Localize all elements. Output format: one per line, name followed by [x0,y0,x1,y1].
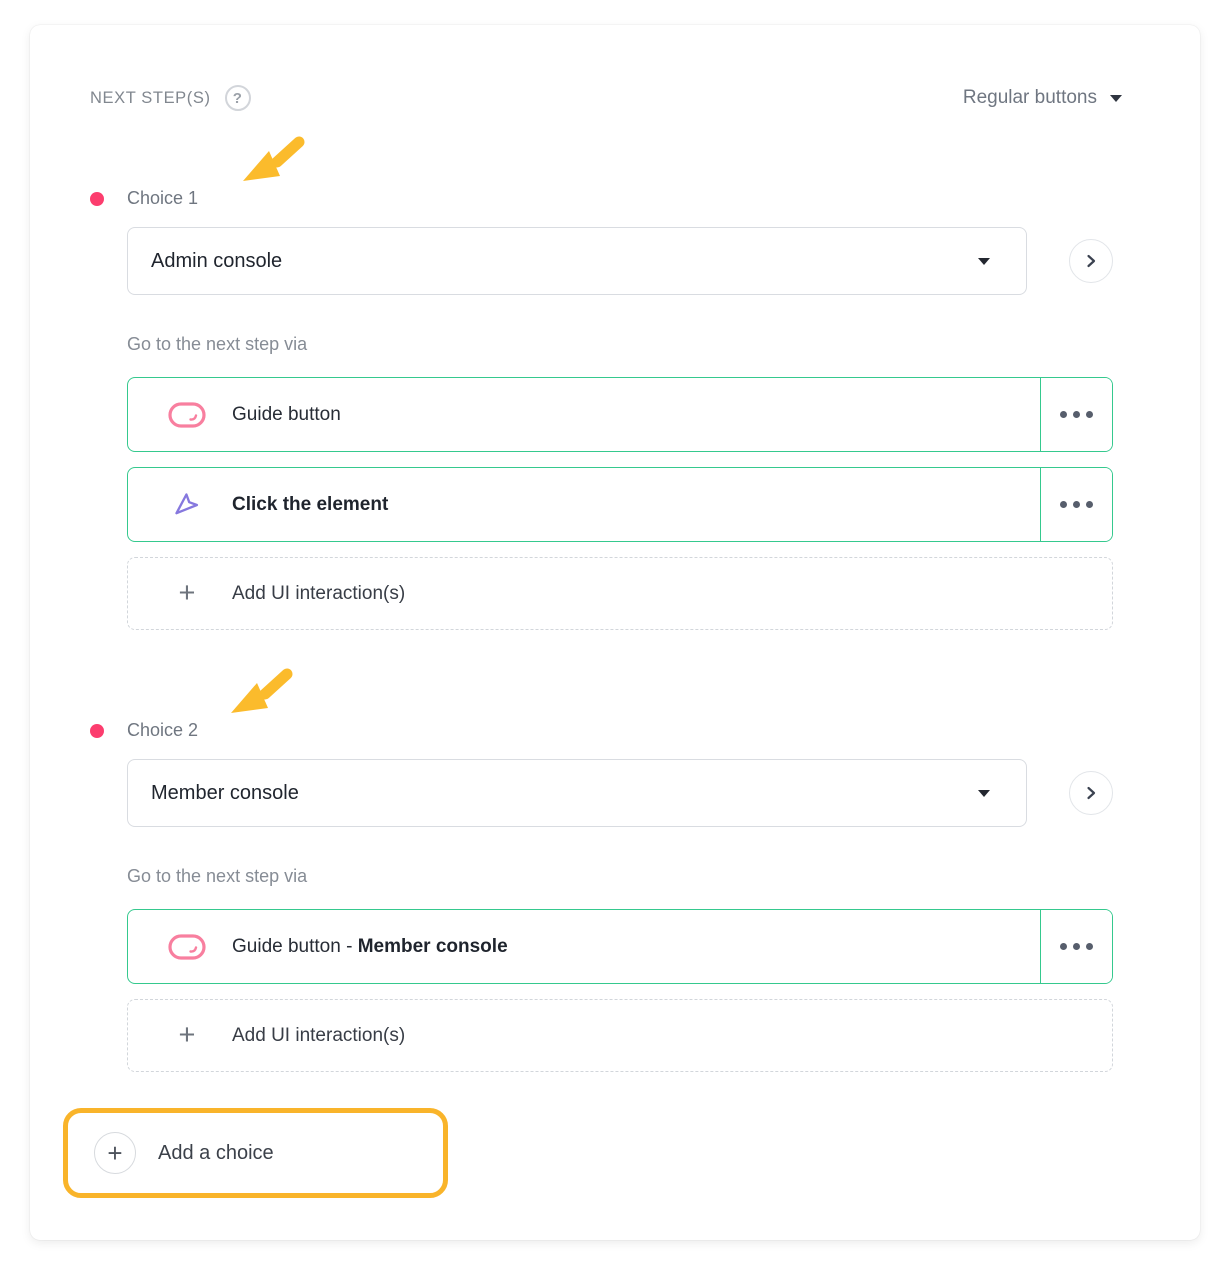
choice-section [90,135,1143,630]
goto-label: Go to the next step via [127,334,308,354]
chevron-right-icon [1082,784,1100,802]
add-interaction-label: Add UI interaction(s) [232,582,406,604]
panel-header [90,83,1143,113]
panel-title-text: NEXT STEP(S) [90,88,211,107]
guide-button-icon [168,934,206,960]
choice-label-text: Choice 1 [127,188,199,208]
annotation-arrow-icon [237,135,307,185]
add-interaction-label: Add UI interaction(s) [232,1024,406,1046]
panel-title [90,85,251,111]
ellipsis-icon [1060,943,1067,950]
choice-section [90,667,1143,1072]
next-steps-panel [30,25,1200,1240]
add-interaction-button[interactable] [127,557,1113,630]
interaction-rows [127,909,1143,984]
ellipsis-icon [1073,943,1080,950]
choice-dot-icon [90,724,104,738]
annotation-arrow-icon [225,667,295,717]
button-style-dropdown[interactable] [963,87,1122,109]
guide-button-icon [168,402,206,428]
step-select-value: Admin console [151,249,283,272]
plus-icon: + [178,1019,196,1051]
chevron-right-icon [1082,252,1100,270]
choice-label [90,718,1143,743]
interaction-menu-button[interactable] [1040,910,1112,983]
go-to-step-button[interactable] [1069,771,1113,815]
interaction-row-main[interactable] [128,378,1040,451]
interaction-text: Guide button [232,403,341,425]
choices-container [90,135,1143,1072]
ellipsis-icon [1073,501,1080,508]
ellipsis-icon [1060,411,1067,418]
ellipsis-icon [1086,411,1093,418]
step-select[interactable] [127,759,1027,827]
interaction-row-main[interactable] [128,468,1040,541]
cursor-click-icon [173,491,201,519]
interaction-text-bold: Member console [357,935,508,957]
ellipsis-icon [1086,501,1093,508]
choice-label [90,186,1143,211]
step-select[interactable] [127,227,1027,295]
interaction-rows [127,377,1143,542]
interaction-text: Guide button - [232,935,358,957]
chevron-down-icon [978,790,990,797]
step-select-value: Member console [151,781,299,804]
add-choice-highlight [63,1108,448,1198]
plus-circle-icon: + [94,1132,136,1174]
choice-label-text: Choice 2 [127,720,199,740]
add-choice-label: Add a choice [158,1141,274,1164]
ellipsis-icon [1086,943,1093,950]
help-icon[interactable]: ? [225,85,251,111]
add-interaction-button[interactable] [127,999,1113,1072]
interaction-row-main[interactable] [128,910,1040,983]
ellipsis-icon [1073,411,1080,418]
interaction-menu-button[interactable] [1040,468,1112,541]
interaction-row [127,909,1113,984]
choice-dot-icon [90,192,104,206]
goto-label: Go to the next step via [127,866,308,886]
interaction-menu-button[interactable] [1040,378,1112,451]
plus-icon: + [178,577,196,609]
button-style-value: Regular buttons [962,87,1097,108]
interaction-text-bold: Click the element [232,493,389,515]
add-choice-button[interactable] [94,1132,274,1174]
interaction-row [127,377,1113,452]
chevron-down-icon [1110,95,1122,102]
chevron-down-icon [978,258,990,265]
ellipsis-icon [1060,501,1067,508]
go-to-step-button[interactable] [1069,239,1113,283]
interaction-row [127,467,1113,542]
